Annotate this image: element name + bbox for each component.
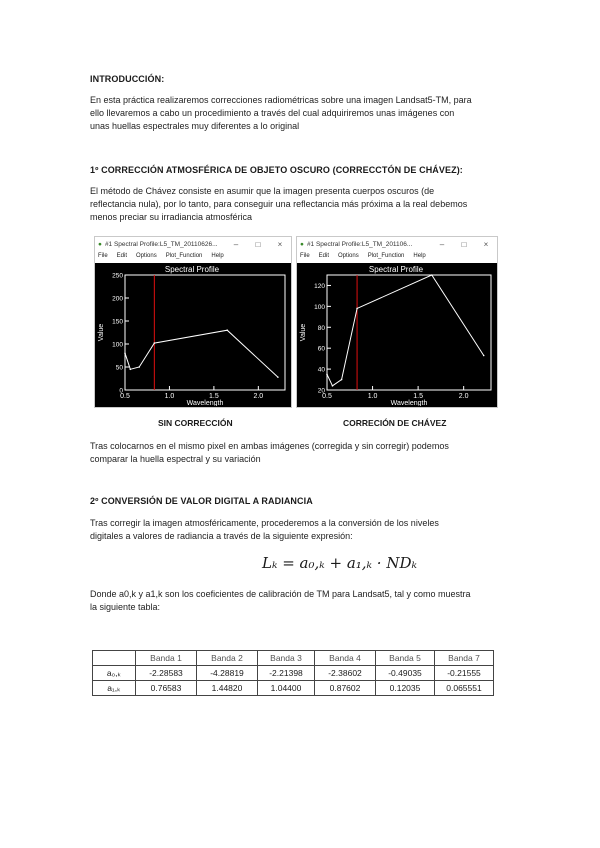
menu-edit[interactable]: Edit: [116, 253, 128, 259]
section1-heading: 1º CORRECCIÓN ATMOSFÉRICA DE OBJETO OSCURO (CORRECCTÓN DE CHÁVEZ):: [90, 165, 463, 175]
plot-area: [95, 263, 291, 407]
spectral-profile-window-2: [296, 236, 498, 408]
menu-plot-function[interactable]: Plot_Function: [165, 253, 203, 259]
section2-after-paragraph: [90, 588, 520, 614]
y-tick-label: 250: [112, 272, 123, 280]
x-tick-label: 0.5: [120, 393, 130, 400]
intro-line: En esta práctica realizaremos correcciones radiométricas sobre una imagen Landsat5-TM, para: [90, 95, 472, 105]
data-point: [483, 355, 485, 357]
section1-line: menos preciar su irradiancia atmosférica: [90, 212, 253, 222]
close-button[interactable]: ×: [483, 239, 489, 249]
app-icon: ●: [98, 240, 102, 248]
data-point: [138, 366, 140, 368]
section1-line: El método de Chávez consiste en asumir que la imagen presenta cuerpos oscuros (de: [90, 186, 435, 196]
table-header-cell: Banda 2: [197, 651, 258, 666]
menu-plot-function[interactable]: Plot_Function: [367, 253, 405, 259]
y-tick-label: 60: [317, 345, 325, 353]
section2-heading: 2º CONVERSIÓN DE VALOR DIGITAL A RADIANCIA: [90, 496, 313, 506]
table-header-cell: Banda 7: [435, 651, 494, 666]
data-point: [124, 352, 126, 354]
y-tick-label: 100: [314, 303, 325, 311]
table-cell: 0.12035: [376, 681, 435, 696]
menu-file[interactable]: File: [98, 253, 108, 259]
x-tick-label: 1.5: [413, 393, 423, 400]
menu-options[interactable]: Options: [338, 253, 359, 259]
y-tick-label: 150: [112, 318, 123, 326]
table-cell: 0.065551: [435, 681, 494, 696]
table-cell: -2.21398: [258, 666, 315, 681]
plot-frame: [125, 275, 285, 390]
spectral-profile-chart: [297, 263, 495, 406]
table-header-cell: Banda 5: [376, 651, 435, 666]
section1-after-line: Tras colocarnos en el mismo pixel en ambas imágenes (corregida y sin corregir) podemos: [90, 441, 449, 451]
menu-edit[interactable]: Edit: [318, 253, 330, 259]
table-header-row: [93, 651, 494, 666]
data-point: [356, 308, 358, 310]
x-tick-label: 2.0: [458, 393, 469, 400]
table-row: [93, 681, 494, 696]
menu-bar: [95, 251, 291, 261]
spectral-profile-line: [327, 275, 484, 386]
close-button[interactable]: ×: [277, 239, 283, 249]
menu-help[interactable]: Help: [211, 253, 224, 259]
y-tick-label: 80: [317, 324, 325, 332]
intro-paragraph: [90, 94, 520, 133]
y-tick-label: 40: [317, 366, 325, 374]
data-point: [277, 376, 279, 378]
y-tick-label: 100: [112, 341, 123, 349]
menu-bar: [297, 251, 497, 261]
data-point: [326, 374, 328, 376]
y-tick-label: 200: [112, 295, 123, 303]
data-point: [332, 385, 334, 387]
menu-file[interactable]: File: [300, 253, 310, 259]
x-tick-label: 2.0: [253, 393, 264, 400]
data-point: [154, 342, 156, 344]
section2-after-line: la siguiente tabla:: [90, 602, 161, 612]
table-cell: 0.87602: [315, 681, 376, 696]
y-tick-label: 50: [115, 364, 123, 372]
intro-line: unas huellas espectrales muy diferentes a lo original: [90, 121, 300, 131]
table-cell: -2.38602: [315, 666, 376, 681]
x-axis-label: Wavelength: [186, 400, 224, 406]
table-row: [93, 666, 494, 681]
plot-area: [297, 263, 497, 407]
x-axis-label: Wavelength: [390, 400, 428, 406]
spectral-profile-window-1: [94, 236, 292, 408]
section1-paragraph: [90, 185, 520, 224]
y-tick-label: 120: [314, 282, 325, 290]
section2-line: digitales a valores de radiancia a través de la siguiente expresión:: [90, 531, 353, 541]
table-cell: 1.44820: [197, 681, 258, 696]
section2-after-line: Donde a0,k y a1,k son los coeficientes de calibración de TM para Landsat5, tal y como muestra: [90, 589, 471, 599]
y-tick-label: 0: [119, 387, 123, 395]
x-tick-label: 1.5: [209, 393, 219, 400]
data-point: [431, 274, 433, 276]
minimize-button[interactable]: –: [439, 239, 445, 249]
data-point: [226, 329, 228, 331]
section2-paragraph: [90, 517, 520, 543]
x-tick-label: 1.0: [367, 393, 378, 400]
table-header-cell: Banda 4: [315, 651, 376, 666]
radiance-formula: Lₖ = a₀,ₖ + a₁,ₖ · NDₖ: [262, 554, 417, 572]
section1-line: reflectancia nula), por lo tanto, para conseguir una reflectancia más próxima a la real debemos: [90, 199, 468, 209]
data-point: [130, 369, 132, 371]
table-cell: -4.28819: [197, 666, 258, 681]
maximize-button[interactable]: □: [255, 239, 261, 249]
caption-sin-correccion: SIN CORRECCIÓN: [158, 418, 233, 428]
maximize-button[interactable]: □: [461, 239, 467, 249]
menu-options[interactable]: Options: [136, 253, 157, 259]
table-cell: 1.04400: [258, 681, 315, 696]
table-cell: -0.21555: [435, 666, 494, 681]
menu-help[interactable]: Help: [413, 253, 426, 259]
calibration-table: [92, 650, 494, 696]
table-cell: a₁,ₖ: [93, 681, 136, 696]
intro-heading: INTRODUCCIÓN:: [90, 74, 165, 84]
x-tick-label: 1.0: [164, 393, 175, 400]
spectral-profile-chart: [95, 263, 289, 406]
table-cell: -0.49035: [376, 666, 435, 681]
table-cell: a₀,ₖ: [93, 666, 136, 681]
section2-line: Tras corregir la imagen atmosféricamente, procederemos a la conversión de los niveles: [90, 518, 439, 528]
chart-title: Spectral Profile: [368, 265, 424, 274]
y-axis-label: Value: [98, 323, 105, 342]
window-titlebar: [297, 237, 497, 251]
table-cell: 0.76583: [136, 681, 197, 696]
y-axis-label: Value: [300, 323, 307, 342]
caption-correccion-chavez: CORRECIÓN DE CHÁVEZ: [343, 418, 447, 428]
data-point: [341, 379, 343, 381]
intro-line: ello llevaremos a cabo un procedimiento a través del cual adquiriremos unas imágenes con: [90, 108, 455, 118]
window-titlebar: [95, 237, 291, 251]
chart-title: Spectral Profile: [164, 265, 220, 274]
window-title: #1 Spectral Profile:L5_TM_201106...: [306, 240, 413, 248]
minimize-button[interactable]: –: [233, 239, 239, 249]
x-tick-label: 0.5: [322, 393, 332, 400]
section1-after-paragraph: [90, 440, 520, 466]
table-header-cell: Banda 1: [136, 651, 197, 666]
section1-after-line: comparar la huella espectral y su variación: [90, 454, 261, 464]
table-header-cell: Banda 3: [258, 651, 315, 666]
window-title: #1 Spectral Profile:L5_TM_20110626...: [104, 240, 218, 248]
app-icon: ●: [300, 240, 304, 248]
y-tick-label: 20: [317, 387, 325, 395]
table-cell: -2.28583: [136, 666, 197, 681]
table-header-cell: [93, 651, 136, 666]
spectral-profile-line: [125, 330, 278, 377]
